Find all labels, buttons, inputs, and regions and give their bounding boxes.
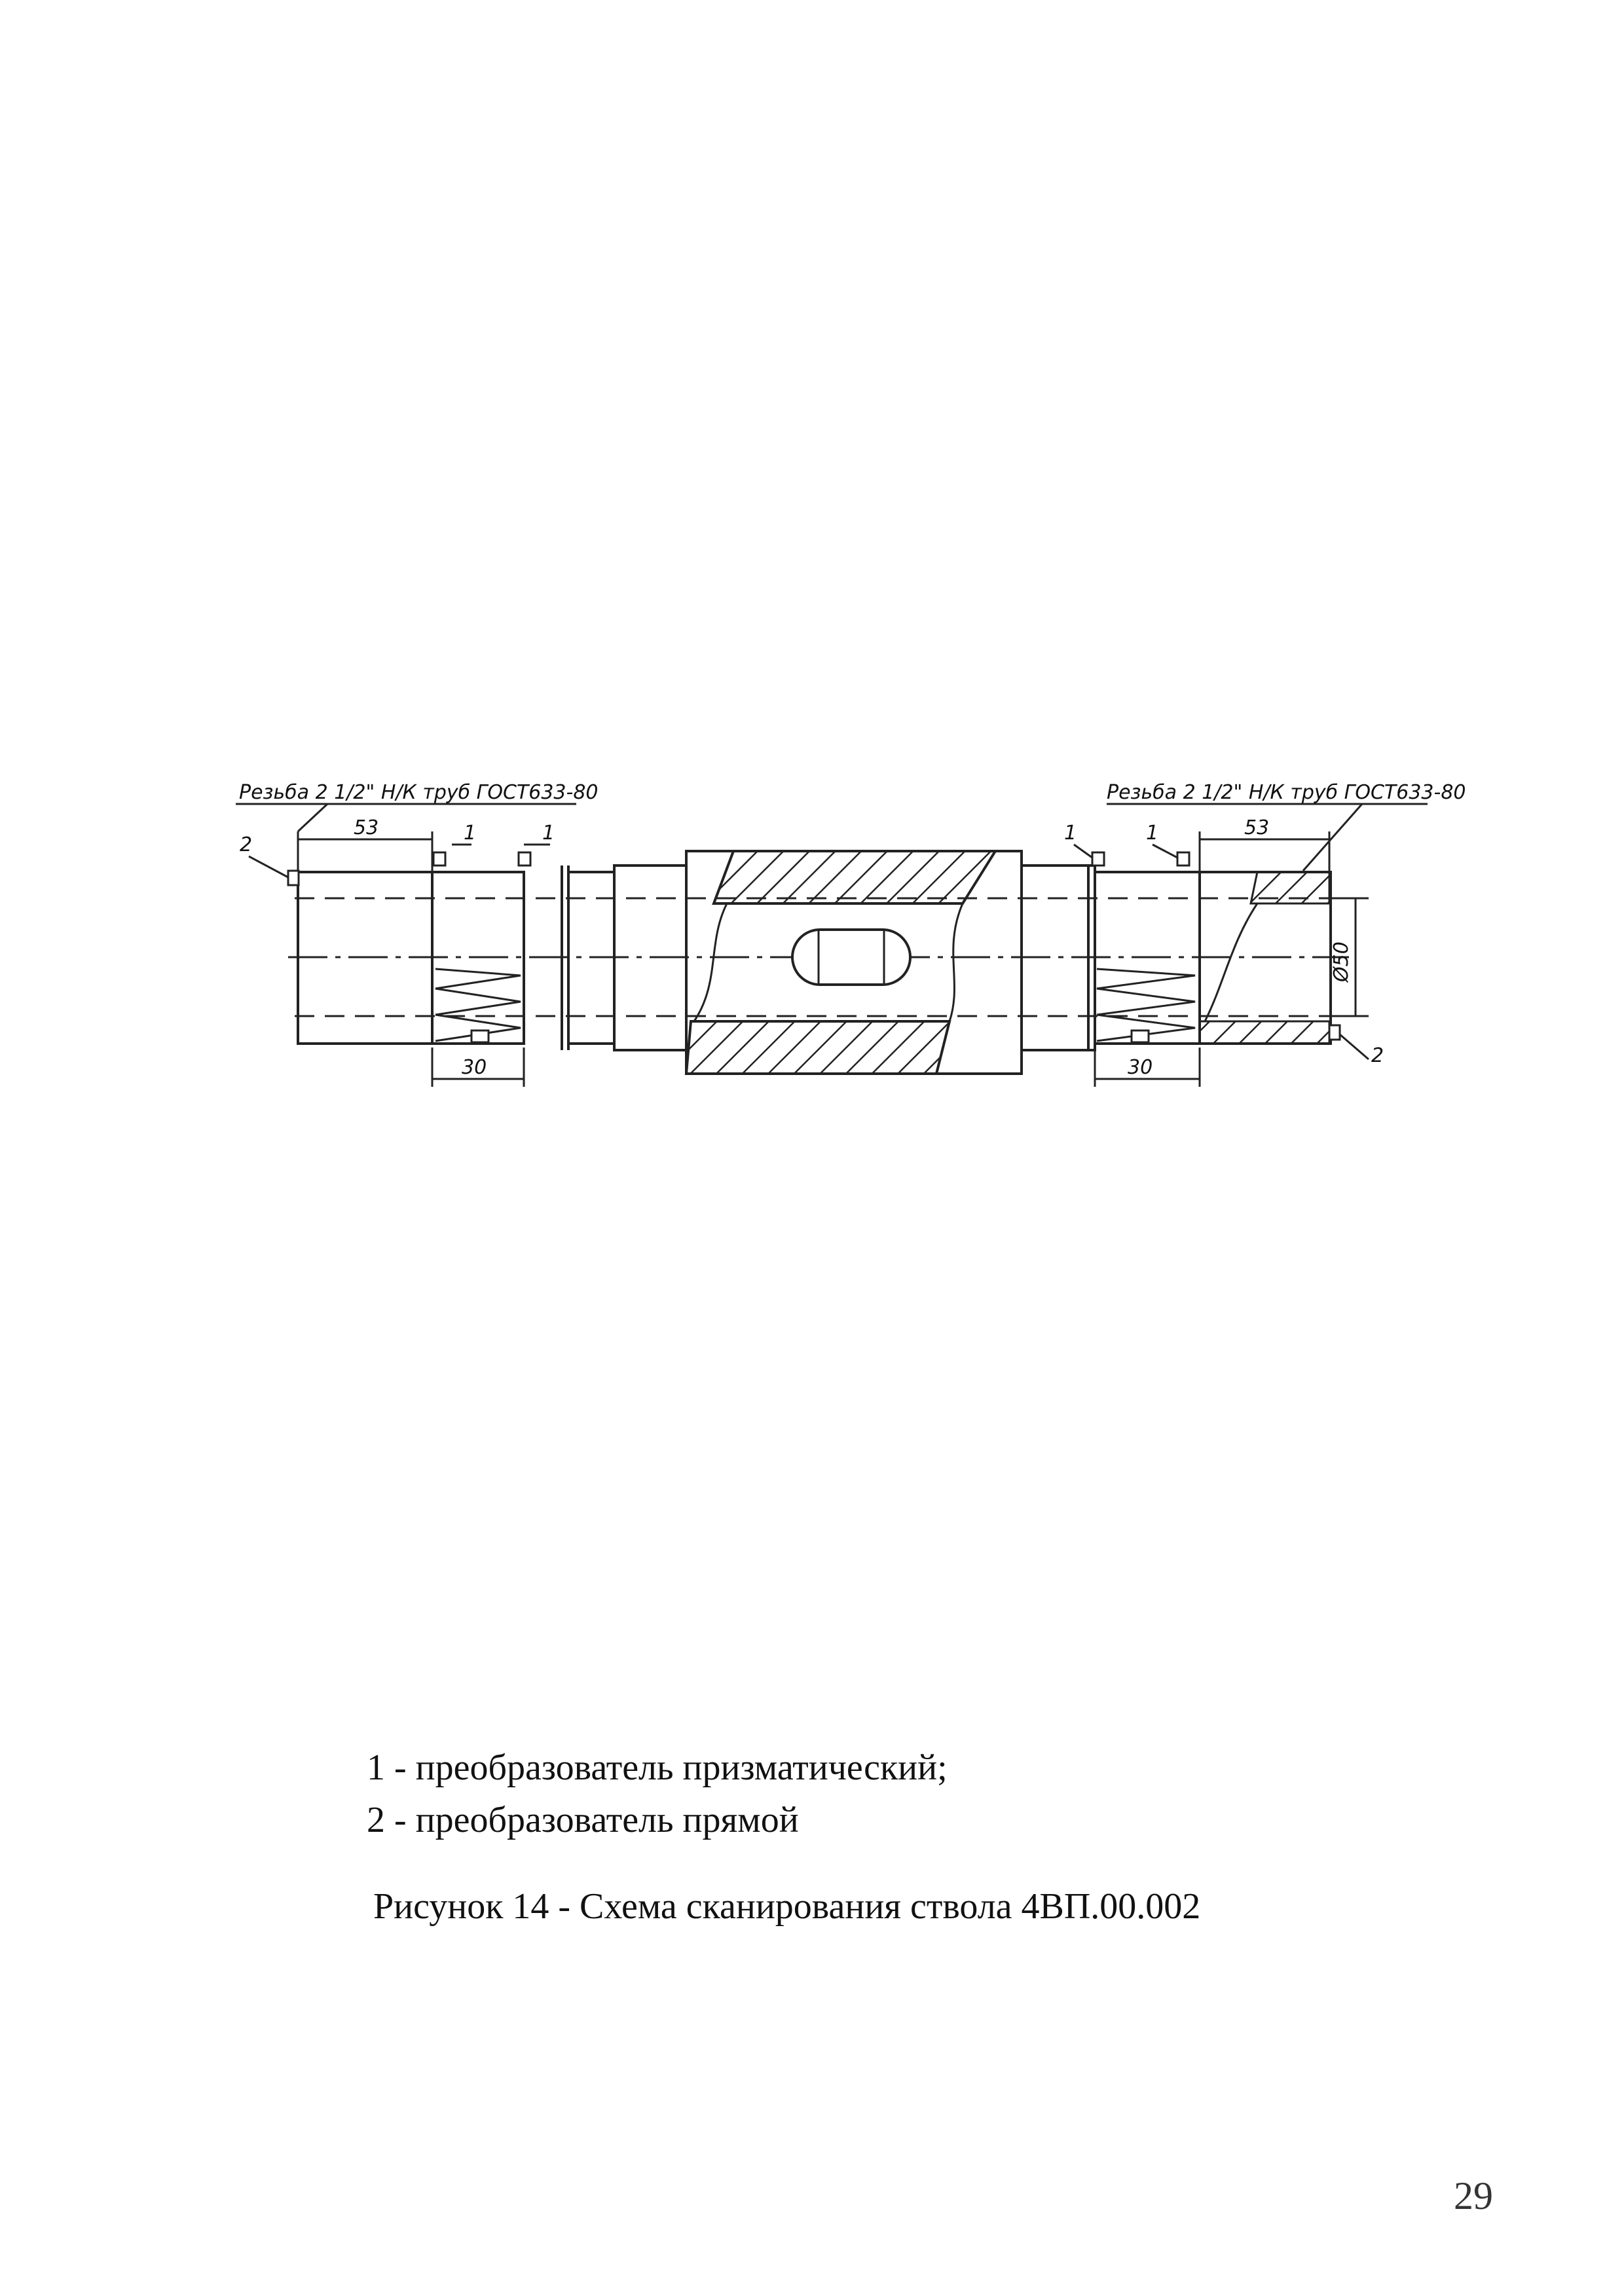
page-number: 29 <box>1454 2174 1493 2217</box>
dim-diameter-50: Ø50 <box>1330 941 1353 982</box>
slot <box>792 930 910 985</box>
dim-30-left: 30 <box>462 1056 487 1079</box>
label-1-b: 1 <box>542 822 555 845</box>
dim-30-right: 30 <box>1128 1056 1153 1079</box>
label-1-d: 1 <box>1146 822 1159 845</box>
label-2-left: 2 <box>240 833 253 856</box>
dim-53-right: 53 <box>1244 816 1270 839</box>
legend-item-1: 1 - преобразователь призматический; <box>367 1747 948 1788</box>
label-1-a: 1 <box>464 822 477 845</box>
transducer-2-right <box>1329 1025 1340 1040</box>
label-2-right: 2 <box>1371 1044 1384 1067</box>
label-1-c: 1 <box>1064 822 1077 845</box>
transducer-2-left <box>288 871 299 885</box>
thread-label-left: Резьба 2 1/2" Н/К труб ГОСТ633-80 <box>239 781 599 804</box>
section-hatching <box>686 851 1329 1074</box>
dim-53-left: 53 <box>354 816 379 839</box>
thread-label-right: Резьба 2 1/2" Н/К труб ГОСТ633-80 <box>1107 781 1466 804</box>
legend-item-2: 2 - преобразователь прямой <box>367 1800 799 1840</box>
legend <box>367 1741 948 1846</box>
figure-caption: Рисунок 14 - Схема сканирования ствола 4ВП.00.002 <box>373 1886 1201 1927</box>
break-lines <box>694 903 1257 1021</box>
